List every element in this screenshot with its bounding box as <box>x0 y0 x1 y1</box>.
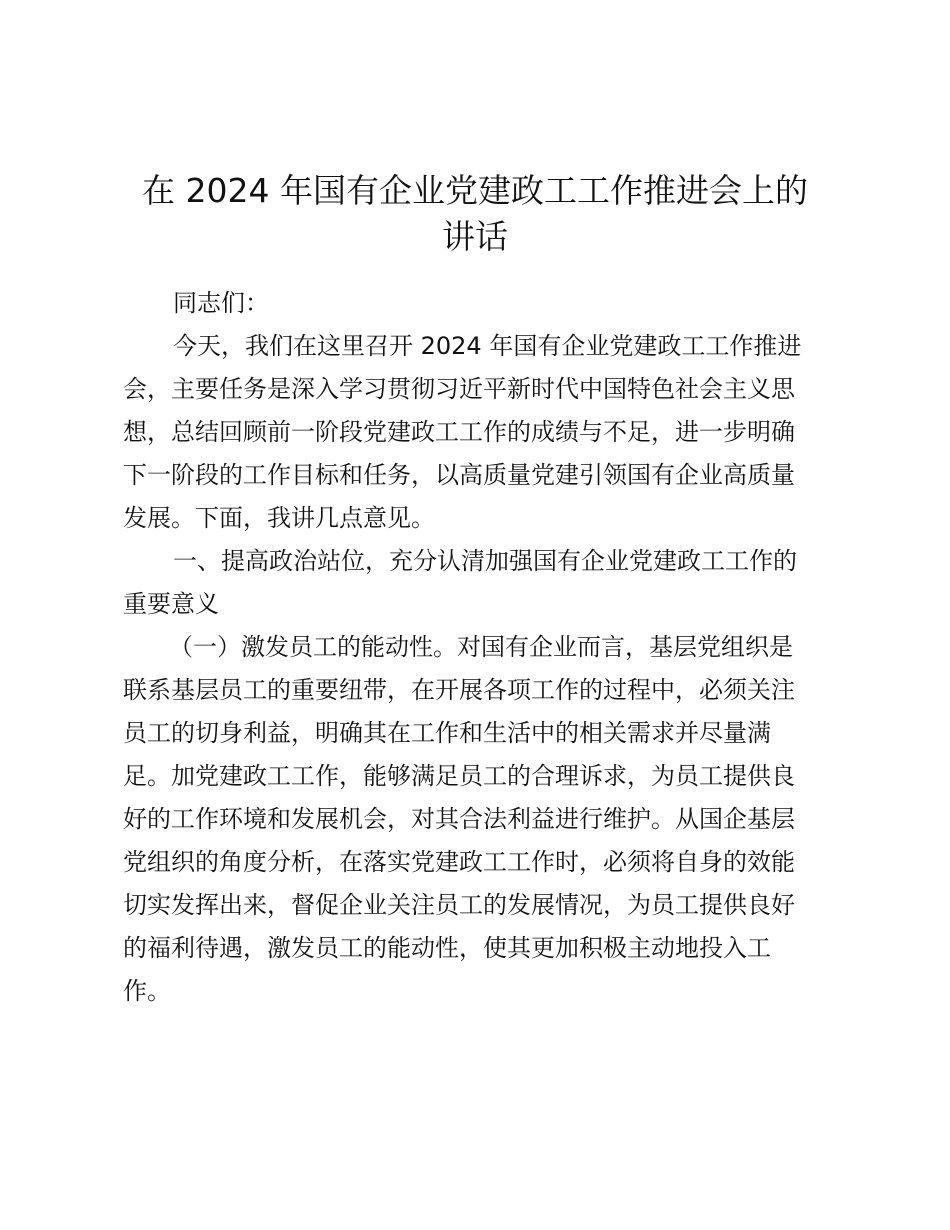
section-heading-line: 一、提高政治站位，充分认清加强国有企业党建政工工作的 <box>173 547 797 575</box>
paragraph-line: 发展。下面，我讲几点意见。 <box>123 504 435 532</box>
title-line: 在 2024 年国有企业党建政工工作推进会上的 <box>142 171 808 210</box>
paragraph-line: 党组织的角度分析，在落实党建政工工作时，必须将自身的效能 <box>123 848 795 876</box>
paragraph-line: 员工的切身利益，明确其在工作和生活中的相关需求并尽量满 <box>123 719 771 747</box>
paragraph-line: 作。 <box>123 977 171 1005</box>
title-line: 讲话 <box>442 217 508 256</box>
paragraph-line: 足。加党建政工工作，能够满足员工的合理诉求，为员工提供良 <box>123 762 795 790</box>
paragraph-line: 今天，我们在这里召开 2024 年国有企业党建政工工作推进 <box>173 332 802 360</box>
document-body <box>123 282 823 1013</box>
paragraph-line: 会，主要任务是深入学习贯彻习近平新时代中国特色社会主义思 <box>123 375 795 403</box>
paragraph-line: 切实发挥出来，督促企业关注员工的发展情况，为员工提供良好 <box>123 891 795 919</box>
paragraph-line: 的福利待遇，激发员工的能动性，使其更加积极主动地投入工 <box>123 934 771 962</box>
paragraph-line: 下一阶段的工作目标和任务，以高质量党建引领国有企业高质量 <box>123 461 795 489</box>
paragraph-line: 好的工作环境和发展机会，对其合法利益进行维护。从国企基层 <box>123 805 795 833</box>
paragraph-line: 想，总结回顾前一阶段党建政工工作的成绩与不足，进一步明确 <box>123 418 795 446</box>
document-title <box>120 168 830 260</box>
salutation: 同志们： <box>173 289 269 317</box>
section-heading-line: 重要意义 <box>123 590 219 618</box>
paragraph-line: （一）激发员工的能动性。对国有企业而言，基层党组织是 <box>169 633 793 661</box>
paragraph-line: 联系基层员工的重要纽带，在开展各项工作的过程中，必须关注 <box>123 676 795 704</box>
